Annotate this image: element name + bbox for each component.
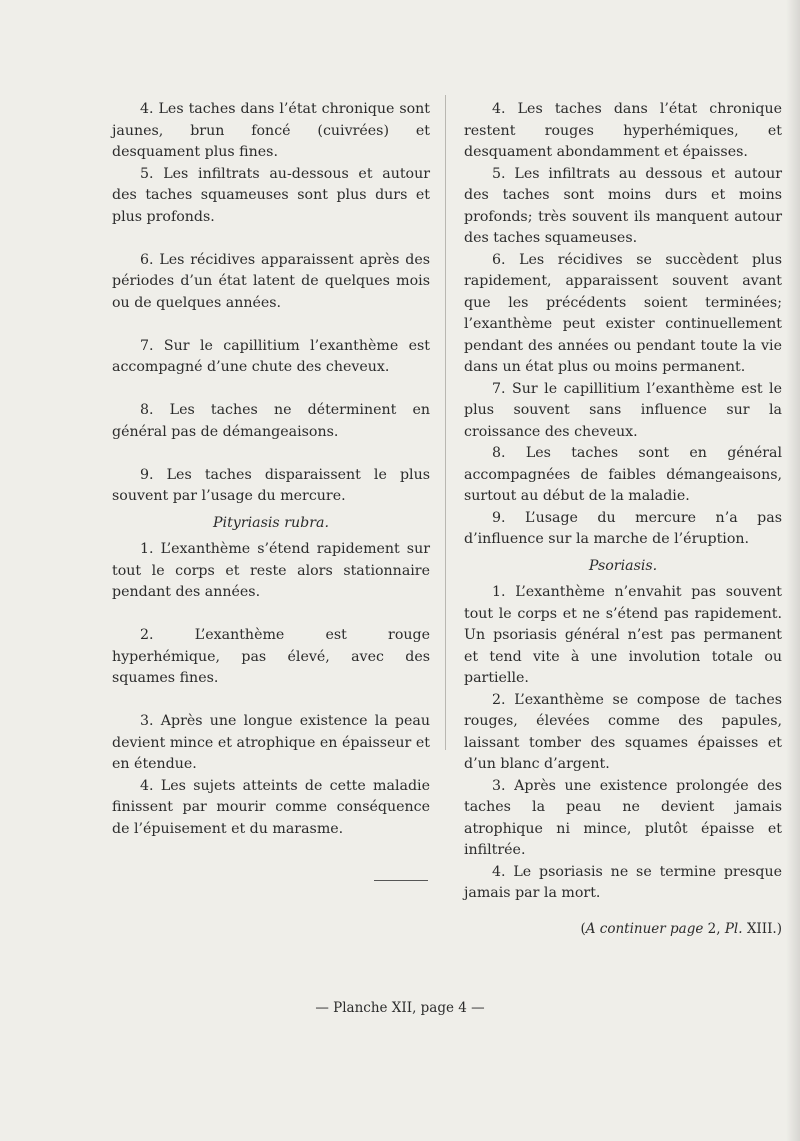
continuation-note: (A continuer page 2, Pl. XIII.)	[580, 920, 782, 937]
page-footer: — Planche XII, page 4 —	[315, 1000, 485, 1016]
left-item: 3. Après une longue existence la peau devient mince et atrophique en épaisseur et en étendue.	[112, 713, 430, 772]
left-item: 8. Les taches ne déterminent en général pas de démangeaisons.	[112, 402, 430, 440]
left-item: 4. Les taches dans l’état chronique sont jaunes, brun foncé (cuivrées) et desquament plus fines.	[112, 101, 430, 160]
left-item: 5. Les infiltrats au-dessous et autour des taches squameuses sont plus durs et plus profonds.	[112, 165, 430, 225]
left-item: 9. Les taches disparaissent le plus souvent par l’usage du mercure.	[112, 466, 430, 504]
right-item: 4. Le psoriasis ne se termine presque jamais par la mort.	[464, 863, 782, 901]
right-item: 5. Les infiltrats au dessous et autour des taches sont moins durs et moins profonds; très souvent ils manquent autour des taches squameuses.	[464, 165, 782, 246]
left-item: 6. Les récidives apparaissent après des périodes d’un état latent de quelques mois ou de quelques années.	[112, 251, 430, 311]
left-item: 4. Les sujets atteints de cette maladie finissent par mourir comme conséquence de l’épuisement et du marasme.	[112, 777, 430, 837]
right-heading: Psoriasis.	[588, 557, 658, 574]
page-edge-shadow	[786, 0, 800, 1141]
left-heading: Pityriasis rubra.	[213, 514, 329, 531]
right-item: 3. Après une existence prolongée des taches la peau ne devient jamais atrophique ni mince, plutôt épaisse et infiltrée.	[464, 777, 782, 858]
right-item: 4. Les taches dans l’état chronique restent rouges hyperhémiques, et desquament abondamment et épaisses.	[464, 101, 782, 160]
left-item: 1. L’exanthème s’étend rapidement sur tout le corps et reste alors stationnaire pendant des années.	[112, 541, 430, 600]
right-item: 8. Les taches sont en général accompagnées de faibles démangeaisons, surtout au début de la maladie.	[464, 445, 782, 504]
left-column	[112, 99, 430, 840]
right-item: 1. L’exanthème n’envahit pas souvent tout le corps et ne s’étend pas rapidement. Un psoriasis général n’est pas permanent et tend vite à une involution totale ou partielle.	[464, 584, 782, 686]
right-item: 2. L’exanthème se compose de taches rouges, élevées comme des papules, laissant tomber des squames épaisses et d’un blanc d’argent.	[464, 691, 782, 772]
left-item: 2. L’exanthème est rouge hyperhémique, pas élevé, avec des squames fines.	[112, 627, 430, 686]
column-divider	[445, 95, 446, 750]
right-item: 9. L’usage du mercure n’a pas d’influence sur la marche de l’éruption.	[464, 509, 782, 547]
left-item: 7. Sur le capillitium l’exanthème est accompagné d’une chute des cheveux.	[112, 337, 430, 375]
separator-rule	[374, 880, 428, 881]
right-item: 6. Les récidives se succèdent plus rapidement, apparaissent souvent avant que les précédents soient terminées; l’exanthème peut exister continuellement pendant des années ou pendant toute la vie dans un état plus ou moins permanent.	[464, 251, 782, 375]
right-column	[464, 99, 782, 954]
right-item: 7. Sur le capillitium l’exanthème est le plus souvent sans influence sur la croissance des cheveux.	[464, 380, 782, 440]
